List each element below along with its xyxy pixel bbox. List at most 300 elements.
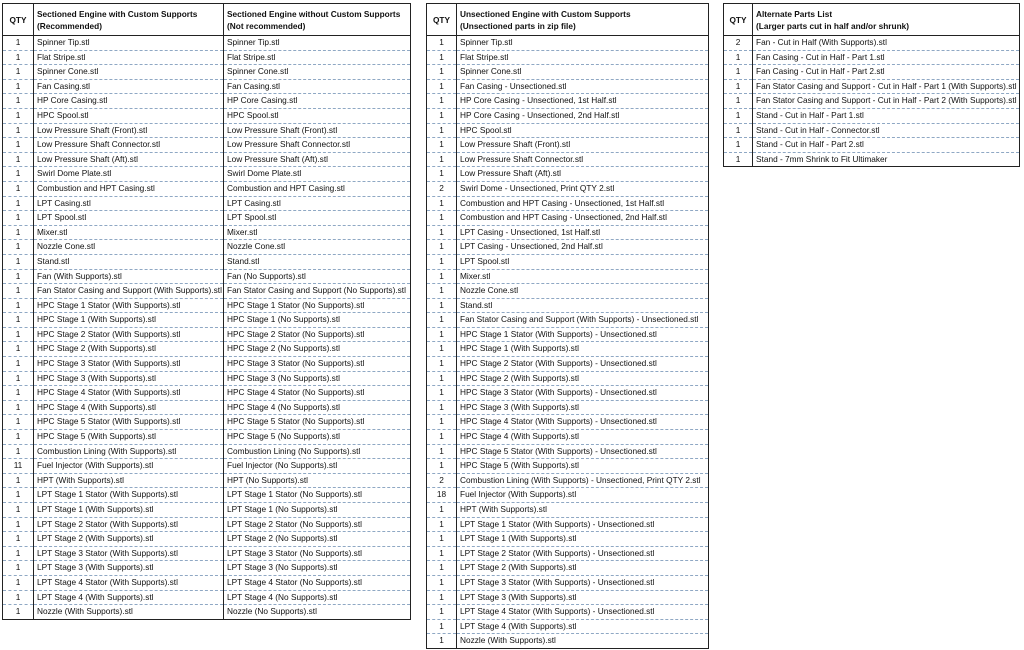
table-row <box>427 196 709 211</box>
part-filename-cell: LPT Stage 1 Stator (No Supports).stl <box>224 488 411 503</box>
part-filename-cell: HPC Stage 5 (With Supports).stl <box>457 459 709 474</box>
part-filename-cell: Stand - 7mm Shrink to Fit Ultimaker <box>756 153 888 164</box>
table-row <box>427 517 709 532</box>
table-row <box>3 254 411 269</box>
part-filename-cell: HPC Stage 3 (No Supports).stl <box>224 371 411 386</box>
table-row <box>427 357 709 372</box>
without-supports-header <box>224 4 411 36</box>
part-filename-cell: HPC Stage 2 Stator (No Supports).stl <box>224 327 411 342</box>
part-filename-cell: HPC Stage 5 (No Supports).stl <box>224 430 411 445</box>
qty-cell: 1 <box>427 196 457 211</box>
table-row <box>724 108 1020 123</box>
qty-cell: 1 <box>3 138 34 153</box>
alternate-parts-table <box>723 3 1020 167</box>
part-filename-cell: LPT Stage 2 (No Supports).stl <box>224 532 411 547</box>
table-row <box>3 36 411 51</box>
qty-cell: 1 <box>427 254 457 269</box>
part-filename-cell: Fan Stator Casing and Support - Cut in Half - Part 2 (With Supports).stl <box>753 94 1020 109</box>
qty-cell: 1 <box>427 342 457 357</box>
table-row <box>427 313 709 328</box>
part-filename-cell: Combustion Lining (With Supports).stl <box>34 444 224 459</box>
part-filename-cell: LPT Stage 3 Stator (With Supports) - Unsectioned.stl <box>457 575 709 590</box>
part-filename-cell: Low Pressure Shaft Connector.stl <box>224 138 411 153</box>
part-filename-cell: HPC Stage 4 (With Supports).stl <box>457 430 709 445</box>
part-filename-cell: Nozzle (With Supports).stl <box>460 635 556 646</box>
part-filename-cell: HPC Stage 2 (No Supports).stl <box>224 342 411 357</box>
part-filename-cell: Stand - Cut in Half - Connector.stl <box>753 123 1020 138</box>
part-filename-cell: HPT (No Supports).stl <box>224 473 411 488</box>
table-row <box>3 546 411 561</box>
part-filename-cell: LPT Casing - Unsectioned, 1st Half.stl <box>457 225 709 240</box>
part-filename-cell: Nozzle Cone.stl <box>34 240 224 255</box>
table-row <box>427 79 709 94</box>
table-row <box>3 108 411 123</box>
qty-cell: 1 <box>3 94 34 109</box>
table-row <box>3 473 411 488</box>
part-filename-cell: LPT Stage 2 Stator (With Supports) - Unsectioned.stl <box>457 546 709 561</box>
header-subtitle: (Recommended) <box>37 20 103 31</box>
qty-cell: 1 <box>724 79 753 94</box>
table-row <box>3 488 411 503</box>
part-filename-cell: LPT Stage 2 (With Supports).stl <box>34 532 224 547</box>
table-row <box>724 152 1020 167</box>
part-filename-cell: HPT (With Supports).stl <box>457 503 709 518</box>
part-filename-cell: Fan Casing - Cut in Half - Part 1.stl <box>753 50 1020 65</box>
qty-cell: 1 <box>427 590 457 605</box>
table-row <box>3 94 411 109</box>
table-row <box>427 459 709 474</box>
part-filename-cell: LPT Spool.stl <box>224 211 411 226</box>
qty-cell: 18 <box>427 488 457 503</box>
qty-cell: 1 <box>3 561 34 576</box>
qty-cell: 1 <box>3 590 34 605</box>
table-row <box>427 94 709 109</box>
part-filename-cell: Low Pressure Shaft (Front).stl <box>34 123 224 138</box>
qty-cell: 1 <box>427 225 457 240</box>
part-filename-cell: LPT Casing - Unsectioned, 2nd Half.stl <box>457 240 709 255</box>
part-filename-cell: Spinner Cone.stl <box>34 65 224 80</box>
table-row <box>3 459 411 474</box>
qty-cell: 1 <box>427 386 457 401</box>
table-row <box>724 65 1020 80</box>
table-row <box>427 152 709 167</box>
qty-cell: 11 <box>3 459 34 474</box>
part-filename-cell: Low Pressure Shaft (Aft).stl <box>457 167 709 182</box>
table-header-row <box>3 4 411 36</box>
qty-header: QTY <box>724 4 753 36</box>
table-row <box>427 532 709 547</box>
table-row <box>3 152 411 167</box>
header-subtitle: (Not recommended) <box>227 20 306 31</box>
qty-cell: 1 <box>3 575 34 590</box>
part-filename-cell: Nozzle Cone.stl <box>224 240 411 255</box>
table-row <box>427 605 709 620</box>
part-filename-cell: Low Pressure Shaft (Aft).stl <box>34 152 224 167</box>
part-filename-cell: HPC Stage 2 Stator (With Supports) - Unsectioned.stl <box>457 357 709 372</box>
qty-cell: 1 <box>3 123 34 138</box>
table-row <box>427 619 709 634</box>
part-filename-cell: HPC Stage 4 Stator (With Supports).stl <box>34 386 224 401</box>
table-row <box>427 284 709 299</box>
qty-cell: 1 <box>3 488 34 503</box>
qty-header: QTY <box>427 4 457 36</box>
table-row <box>3 240 411 255</box>
part-filename-cell: LPT Casing.stl <box>34 196 224 211</box>
table-row <box>427 240 709 255</box>
part-filename-cell: HP Core Casing - Unsectioned, 2nd Half.stl <box>457 108 709 123</box>
part-filename-cell: HP Core Casing.stl <box>34 94 224 109</box>
part-filename-cell: LPT Spool.stl <box>34 211 224 226</box>
table-row <box>427 473 709 488</box>
part-filename-cell: HPC Stage 2 (With Supports).stl <box>457 371 709 386</box>
qty-cell: 1 <box>3 284 34 299</box>
table-row <box>3 313 411 328</box>
part-filename-cell: HPC Stage 1 Stator (No Supports).stl <box>224 298 411 313</box>
qty-cell: 1 <box>427 284 457 299</box>
table-row <box>3 196 411 211</box>
table-row <box>427 65 709 80</box>
alternate-header <box>753 4 1020 36</box>
qty-cell: 1 <box>3 430 34 445</box>
qty-cell: 1 <box>427 503 457 518</box>
table-header-row <box>724 4 1020 36</box>
part-filename-cell: Low Pressure Shaft (Front).stl <box>457 138 709 153</box>
table-row <box>724 138 1020 153</box>
qty-cell: 1 <box>724 65 753 80</box>
qty-cell: 1 <box>3 357 34 372</box>
part-filename-cell: Fan (With Supports).stl <box>34 269 224 284</box>
qty-cell: 1 <box>427 371 457 386</box>
table-row <box>3 532 411 547</box>
part-filename-cell: HP Core Casing - Unsectioned, 1st Half.stl <box>457 94 709 109</box>
qty-cell: 1 <box>3 298 34 313</box>
part-filename-cell: HPC Stage 1 Stator (With Supports).stl <box>34 298 224 313</box>
qty-cell: 1 <box>427 167 457 182</box>
table-row <box>724 50 1020 65</box>
qty-cell: 1 <box>724 50 753 65</box>
table-row <box>427 167 709 182</box>
part-filename-cell: LPT Stage 4 Stator (With Supports) - Unsectioned.stl <box>457 605 709 620</box>
part-filename-cell: Combustion and HPT Casing.stl <box>34 181 224 196</box>
qty-cell: 1 <box>427 79 457 94</box>
part-filename-cell: Swirl Dome - Unsectioned, Print QTY 2.stl <box>457 181 709 196</box>
table-row <box>427 590 709 605</box>
part-filename-cell: Stand - Cut in Half - Part 1.stl <box>753 108 1020 123</box>
qty-cell: 2 <box>427 181 457 196</box>
part-filename-cell: HPC Stage 2 Stator (With Supports).stl <box>34 327 224 342</box>
part-filename-cell: Fan - Cut in Half (With Supports).stl <box>753 36 1020 51</box>
part-filename-cell: HPC Spool.stl <box>457 123 709 138</box>
part-filename-cell: Nozzle (With Supports).stl <box>34 605 224 620</box>
qty-cell: 1 <box>3 240 34 255</box>
table-row <box>3 65 411 80</box>
qty-cell: 1 <box>427 269 457 284</box>
part-filename-cell: Fan Stator Casing and Support (No Supports).stl <box>224 284 411 299</box>
table-row <box>427 415 709 430</box>
part-filename-cell: Fan Stator Casing and Support (With Supports) - Unsectioned.stl <box>457 313 709 328</box>
part-filename-cell: Fuel Injector (With Supports).stl <box>34 459 224 474</box>
qty-cell: 1 <box>3 313 34 328</box>
qty-cell: 1 <box>3 181 34 196</box>
table-row <box>3 605 411 620</box>
part-filename-cell: LPT Stage 1 (With Supports).stl <box>34 503 224 518</box>
part-filename-cell: Flat Stripe.stl <box>457 50 709 65</box>
table-row <box>427 371 709 386</box>
table-row <box>427 430 709 445</box>
header-title: Alternate Parts List <box>756 8 833 19</box>
table-row <box>3 284 411 299</box>
part-filename-cell: LPT Spool.stl <box>457 254 709 269</box>
part-filename-cell: HPC Stage 5 Stator (With Supports) - Unsectioned.stl <box>457 444 709 459</box>
table-row <box>427 108 709 123</box>
table-row <box>427 181 709 196</box>
part-filename-cell: Nozzle Cone.stl <box>457 284 709 299</box>
part-filename-cell: Mixer.stl <box>224 225 411 240</box>
qty-cell: 1 <box>3 269 34 284</box>
qty-cell: 1 <box>427 400 457 415</box>
table-row <box>3 371 411 386</box>
part-filename-cell: LPT Stage 1 Stator (With Supports).stl <box>34 488 224 503</box>
table-row <box>427 327 709 342</box>
qty-cell: 1 <box>3 546 34 561</box>
part-filename-cell: Mixer.stl <box>457 269 709 284</box>
qty-cell: 1 <box>427 94 457 109</box>
table-row <box>427 123 709 138</box>
table-row <box>427 225 709 240</box>
part-filename-cell: Fan Stator Casing and Support - Cut in Half - Part 1 (With Supports).stl <box>753 79 1020 94</box>
qty-cell: 1 <box>427 357 457 372</box>
part-filename-cell: Swirl Dome Plate.stl <box>34 167 224 182</box>
table-row <box>3 79 411 94</box>
table-row <box>427 254 709 269</box>
part-filename-cell: LPT Stage 2 Stator (No Supports).stl <box>224 517 411 532</box>
part-filename-cell: LPT Stage 2 Stator (With Supports).stl <box>34 517 224 532</box>
part-filename-cell: HPC Spool.stl <box>34 108 224 123</box>
qty-cell: 1 <box>427 298 457 313</box>
qty-cell: 1 <box>427 313 457 328</box>
qty-cell: 1 <box>3 152 34 167</box>
part-filename-cell: Combustion and HPT Casing - Unsectioned, 2nd Half.stl <box>457 211 709 226</box>
table-row <box>427 211 709 226</box>
table-row <box>3 415 411 430</box>
qty-cell: 1 <box>427 605 457 620</box>
qty-cell: 1 <box>427 50 457 65</box>
table-row <box>3 138 411 153</box>
qty-cell: 1 <box>3 65 34 80</box>
qty-cell: 1 <box>3 415 34 430</box>
part-filename-cell: HPC Stage 3 Stator (No Supports).stl <box>224 357 411 372</box>
part-filename-cell: LPT Stage 3 Stator (With Supports).stl <box>34 546 224 561</box>
qty-cell: 1 <box>724 138 753 153</box>
header-title: Sectioned Engine without Custom Supports <box>227 8 401 19</box>
qty-cell: 1 <box>3 254 34 269</box>
qty-cell: 1 <box>427 240 457 255</box>
part-filename-cell: HPC Stage 1 Stator (With Supports) - Unsectioned.stl <box>457 327 709 342</box>
table-row <box>427 546 709 561</box>
part-filename-cell: Spinner Tip.stl <box>457 36 709 51</box>
part-filename-cell: HPC Spool.stl <box>224 108 411 123</box>
qty-cell: 1 <box>3 444 34 459</box>
part-filename-cell: HPC Stage 4 (No Supports).stl <box>224 400 411 415</box>
qty-cell: 1 <box>3 342 34 357</box>
table-header-row <box>427 4 709 36</box>
qty-cell: 1 <box>3 503 34 518</box>
part-filename-cell: Nozzle (No Supports).stl <box>227 606 317 617</box>
table-row <box>3 386 411 401</box>
part-filename-cell: LPT Stage 4 (With Supports).stl <box>457 619 709 634</box>
table-row <box>3 167 411 182</box>
part-filename-cell: HPC Stage 3 (With Supports).stl <box>34 371 224 386</box>
qty-cell: 1 <box>3 327 34 342</box>
part-filename-cell: HPC Stage 5 (With Supports).stl <box>34 430 224 445</box>
header-title: Unsectioned Engine with Custom Supports <box>460 8 631 19</box>
qty-cell: 1 <box>724 152 753 167</box>
table-row <box>427 503 709 518</box>
qty-cell: 1 <box>3 400 34 415</box>
part-filename-cell: Combustion and HPT Casing - Unsectioned, 1st Half.stl <box>457 196 709 211</box>
table-row <box>427 400 709 415</box>
qty-cell: 1 <box>427 327 457 342</box>
part-filename-cell: Combustion Lining (With Supports) - Unsectioned, Print QTY 2.stl <box>457 473 709 488</box>
qty-cell: 1 <box>427 108 457 123</box>
part-filename-cell: Swirl Dome Plate.stl <box>224 167 411 182</box>
part-filename-cell: LPT Stage 4 Stator (With Supports).stl <box>34 575 224 590</box>
part-filename-cell: LPT Stage 4 (No Supports).stl <box>224 590 411 605</box>
qty-cell: 1 <box>427 65 457 80</box>
table-row <box>427 269 709 284</box>
part-filename-cell: HPC Stage 3 (With Supports).stl <box>457 400 709 415</box>
table-row <box>3 400 411 415</box>
header-subtitle: (Unsectioned parts in zip file) <box>460 20 576 31</box>
qty-cell: 1 <box>427 138 457 153</box>
table-row <box>3 590 411 605</box>
table-row <box>3 181 411 196</box>
qty-cell: 1 <box>3 386 34 401</box>
qty-cell: 1 <box>427 36 457 51</box>
part-filename-cell: Fan Stator Casing and Support (With Supports).stl <box>34 284 224 299</box>
part-filename-cell: Flat Stripe.stl <box>34 50 224 65</box>
table-row <box>3 444 411 459</box>
part-filename-cell: Fan Casing - Unsectioned.stl <box>457 79 709 94</box>
qty-header: QTY <box>3 4 34 36</box>
qty-cell: 1 <box>427 123 457 138</box>
table-row <box>3 575 411 590</box>
part-filename-cell: HPT (With Supports).stl <box>34 473 224 488</box>
part-filename-cell: Stand.stl <box>224 254 411 269</box>
qty-cell: 1 <box>724 94 753 109</box>
part-filename-cell: HPC Stage 5 Stator (With Supports).stl <box>34 415 224 430</box>
part-filename-cell: Fan (No Supports).stl <box>224 269 411 284</box>
table-row <box>427 342 709 357</box>
part-filename-cell: HP Core Casing.stl <box>224 94 411 109</box>
qty-cell: 1 <box>427 546 457 561</box>
table-row <box>3 342 411 357</box>
table-row <box>427 138 709 153</box>
table-row <box>427 386 709 401</box>
part-filename-cell: Low Pressure Shaft (Front).stl <box>224 123 411 138</box>
unsectioned-header <box>457 4 709 36</box>
part-filename-cell: LPT Stage 4 (With Supports).stl <box>34 590 224 605</box>
qty-cell: 1 <box>3 79 34 94</box>
part-filename-cell: HPC Stage 1 (With Supports).stl <box>34 313 224 328</box>
table-row <box>427 575 709 590</box>
part-filename-cell: HPC Stage 1 (With Supports).stl <box>457 342 709 357</box>
with-supports-header <box>34 4 224 36</box>
qty-cell: 1 <box>3 371 34 386</box>
qty-cell: 1 <box>427 561 457 576</box>
table-row <box>3 430 411 445</box>
part-filename-cell: Fuel Injector (No Supports).stl <box>224 459 411 474</box>
qty-cell: 1 <box>427 415 457 430</box>
table-row <box>3 298 411 313</box>
part-filename-cell: Spinner Tip.stl <box>34 36 224 51</box>
table-row <box>3 503 411 518</box>
qty-cell: 1 <box>3 605 34 620</box>
qty-cell: 1 <box>3 211 34 226</box>
qty-cell: 1 <box>427 459 457 474</box>
part-filename-cell: Flat Stripe.stl <box>224 50 411 65</box>
qty-cell: 1 <box>427 575 457 590</box>
part-filename-cell: LPT Stage 2 (With Supports).stl <box>457 561 709 576</box>
qty-cell: 2 <box>724 36 753 51</box>
qty-cell: 1 <box>427 532 457 547</box>
table-row <box>3 211 411 226</box>
part-filename-cell: Spinner Cone.stl <box>457 65 709 80</box>
table-row <box>427 488 709 503</box>
table-row <box>3 50 411 65</box>
part-filename-cell: Combustion and HPT Casing.stl <box>224 181 411 196</box>
table-row <box>427 634 709 649</box>
qty-cell: 1 <box>3 50 34 65</box>
part-filename-cell: HPC Stage 2 (With Supports).stl <box>34 342 224 357</box>
qty-cell: 2 <box>427 473 457 488</box>
part-filename-cell: HPC Stage 3 Stator (With Supports) - Unsectioned.stl <box>457 386 709 401</box>
qty-cell: 1 <box>427 619 457 634</box>
part-filename-cell: HPC Stage 4 Stator (No Supports).stl <box>224 386 411 401</box>
part-filename-cell: HPC Stage 3 Stator (With Supports).stl <box>34 357 224 372</box>
part-filename-cell: HPC Stage 4 Stator (With Supports) - Unsectioned.stl <box>457 415 709 430</box>
qty-cell: 1 <box>427 517 457 532</box>
qty-cell: 1 <box>3 532 34 547</box>
part-filename-cell: LPT Stage 4 Stator (No Supports).stl <box>224 575 411 590</box>
table-row <box>724 94 1020 109</box>
qty-cell: 1 <box>724 108 753 123</box>
table-row <box>427 561 709 576</box>
part-filename-cell: Low Pressure Shaft Connector.stl <box>457 152 709 167</box>
qty-cell: 1 <box>427 430 457 445</box>
part-filename-cell: LPT Stage 3 Stator (No Supports).stl <box>224 546 411 561</box>
part-filename-cell: Low Pressure Shaft (Aft).stl <box>224 152 411 167</box>
table-row <box>724 79 1020 94</box>
part-filename-cell: Spinner Tip.stl <box>224 36 411 51</box>
part-filename-cell: Fuel Injector (With Supports).stl <box>457 488 709 503</box>
table-row <box>724 123 1020 138</box>
qty-cell: 1 <box>3 167 34 182</box>
table-row <box>427 50 709 65</box>
qty-cell: 1 <box>3 225 34 240</box>
part-filename-cell: Mixer.stl <box>34 225 224 240</box>
table-row <box>3 357 411 372</box>
part-filename-cell: LPT Stage 1 (With Supports).stl <box>457 532 709 547</box>
part-filename-cell: LPT Stage 1 Stator (With Supports) - Unsectioned.stl <box>457 517 709 532</box>
part-filename-cell: LPT Stage 3 (With Supports).stl <box>457 590 709 605</box>
qty-cell: 1 <box>3 108 34 123</box>
qty-cell: 1 <box>3 196 34 211</box>
table-row <box>3 123 411 138</box>
part-filename-cell: LPT Stage 3 (No Supports).stl <box>224 561 411 576</box>
qty-cell: 1 <box>3 517 34 532</box>
part-filename-cell: Fan Casing - Cut in Half - Part 2.stl <box>753 65 1020 80</box>
